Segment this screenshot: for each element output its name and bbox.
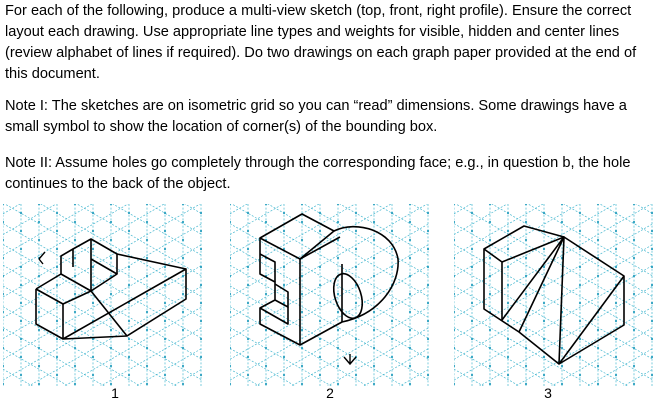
figure-caption: 3: [544, 385, 552, 401]
figure-2: [230, 204, 429, 386]
figure-caption: 2: [326, 385, 334, 401]
note-two: Note II: Assume holes go completely through the corresponding face; e.g., in question b, the hole continues to the back of the object.: [5, 155, 631, 192]
isometric-sketch-1: [3, 204, 202, 386]
note-one: Note I: The sketches are on isometric grid so you can “read” dimensions. Some drawings have a small symbol to show the location of corner(s) of the bounding box.: [5, 98, 627, 135]
isometric-sketch-2: [230, 204, 429, 386]
isometric-sketch-3: [454, 204, 653, 386]
figure-caption: 1: [111, 385, 119, 401]
figure-3: [454, 204, 653, 386]
figure-1: [3, 204, 202, 386]
isometric-grid: [3, 204, 202, 386]
instructions-paragraph: For each of the following, produce a multi-view sketch (top, front, right profile). Ensure the correct layout each drawing. Use appropriate line types and weights for visible, hidden and center lines (review alphabet of lines if required). Do two drawings on each graph paper provided at the end of this document.: [5, 3, 637, 82]
object-outline: [260, 214, 398, 345]
isometric-grid: [230, 204, 429, 386]
bounding-corner-symbol: [344, 354, 356, 364]
